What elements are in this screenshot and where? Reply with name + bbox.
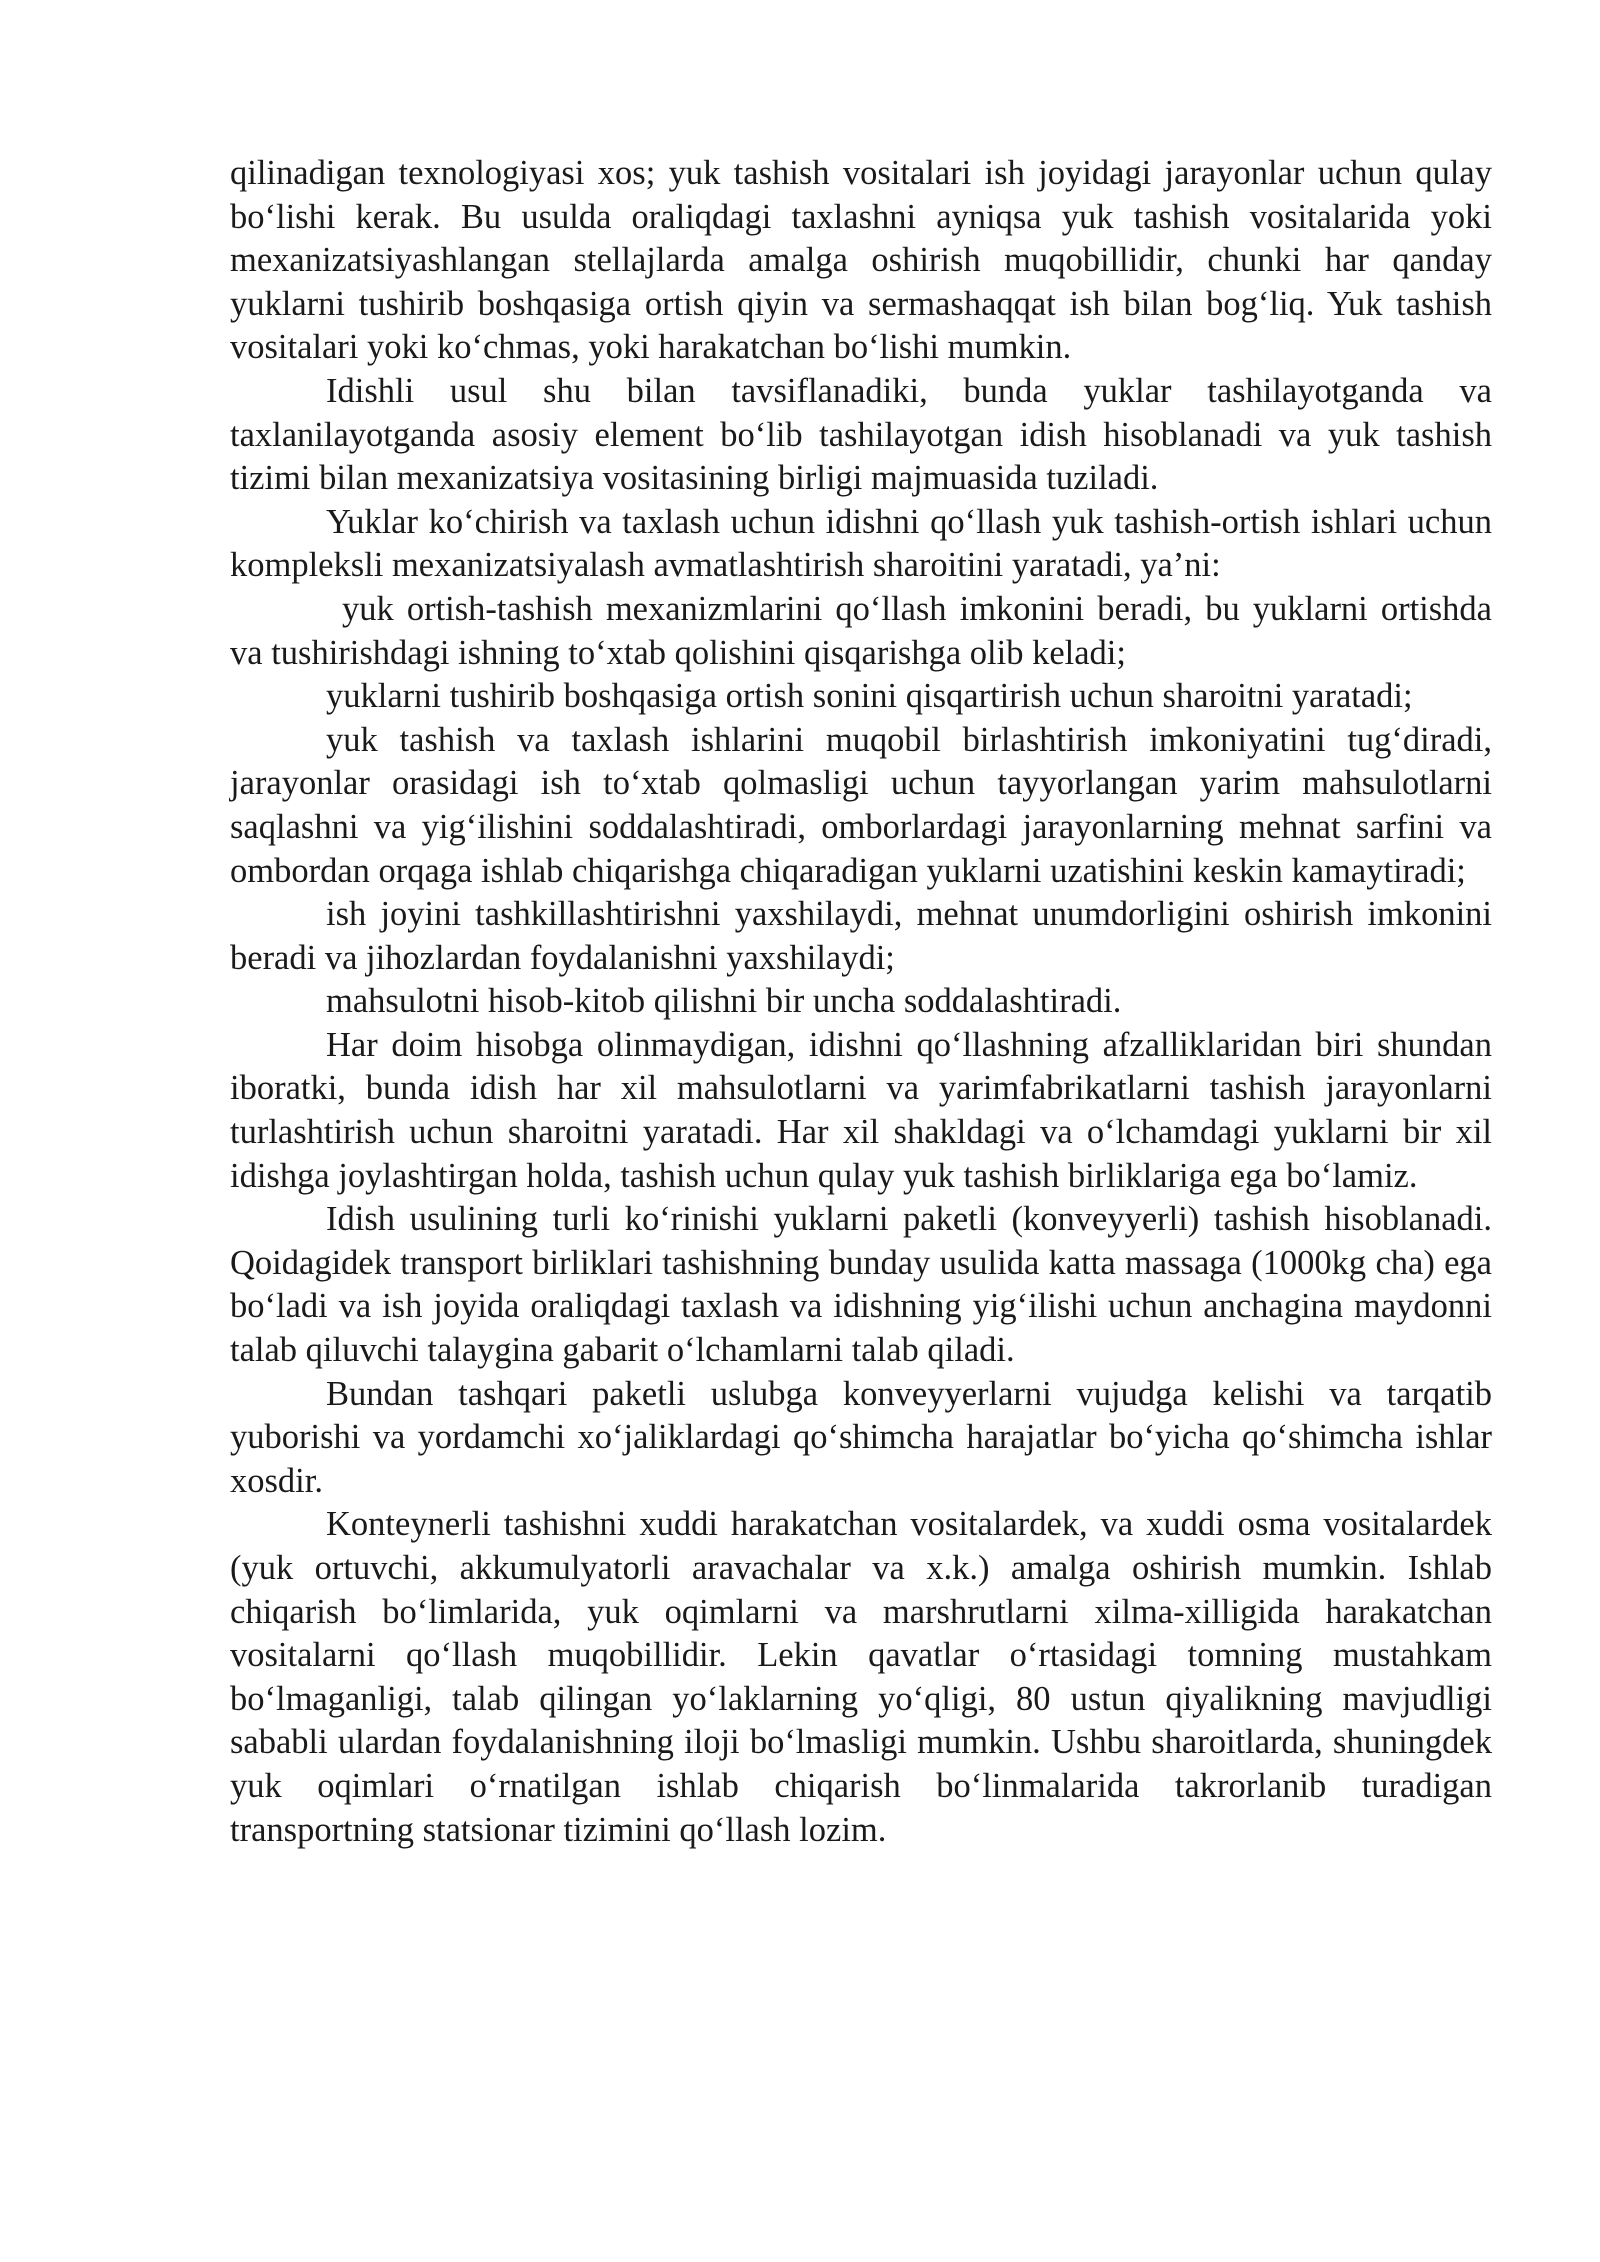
paragraph-4: Har doim hisobga olinmaydigan, idishni qo‘llashning afzalliklaridan biri shundan iboratki, bunda idish har xil mahsulotlarni va yarimfabrikatlarni tashish jarayonlarni turlashtirish uchun sharoitni yaratadi. Har xil shakldagi va o‘lchamdagi yuklarni bir xil idishga joylashtirgan holda, tashish uchun qulay yuk tashish birliklariga ega bo‘lamiz. [230, 1025, 1492, 1195]
paragraph-6: Bundan tashqari paketli uslubga konveyyerlarni vujudga kelishi va tarqatib yuborishi va yordamchi xo‘jaliklardagi qo‘shimcha harajatlar bo‘yicha qo‘shimcha ishlar xosdir. [230, 1374, 1492, 1500]
paragraph-3: Yuklar ko‘chirish va taxlash uchun idishni qo‘llash yuk tashish-ortish ishlari uchun kompleksli mexanizatsiyalash avmatlashtirish sharoitini yaratadi, ya’ni: [230, 502, 1492, 585]
list-item-5: mahsulotni hisob-kitob qilishni bir uncha soddalashtiradi. [326, 982, 1122, 1021]
list-item-3: yuk tashish va taxlash ishlarini muqobil birlashtirish imkoniyatini tug‘diradi, jarayonlar orasidagi ish to‘xtab qolmasligi uchun tayyorlangan yarim mahsulotlarni saqlashni va yig‘ilishini soddalashtiradi, omborlardagi jarayonlarning mehnat sarfini va ombordan orqaga ishlab chiqarishga chiqaradigan yuklarni uzatishini keskin kamaytiradi; [230, 720, 1492, 890]
paragraph-7: Konteynerli tashishni xuddi harakatchan vositalardek, va xuddi osma vositalardek (yuk ortuvchi, akkumulyatorli aravachalar va x.k.) amalga oshirish mumkin. Ishlab chiqarish bo‘limlarida, yuk oqimlarni va marshrutlarni xilma-xilligida harakatchan vositalarni qo‘llash muqobillidir. Lekin qavatlar o‘rtasidagi tomning mustahkam bo‘lmaganligi, talab qilingan yo‘laklarning yo‘qligi, 80 ustun qiyalikning mavjudligi sababli ulardan foydalanishning iloji bo‘lmasligi mumkin. Ushbu sharoitlarda, shuningdek yuk oqimlari o‘rnatilgan ishlab chiqarish bo‘linmalarida takrorlanib turadigan transportning statsionar tizimini qo‘llash lozim. [230, 1505, 1492, 1849]
document-page [230, 152, 1492, 1852]
list-item-2: yuklarni tushirib boshqasiga ortish sonini qisqartirish uchun sharoitni yaratadi; [326, 677, 1413, 716]
paragraph-5: Idish usulining turli ko‘rinishi yuklarni paketli (konveyyerli) tashish hisoblanadi. Qoidagidek transport birliklari tashishning bunday usulida katta massaga (1000kg cha) ega bo‘ladi va ish joyida oraliqdagi taxlash va idishning yig‘ilishi uchun anchagina maydonni talab qiluvchi talaygina gabarit o‘lchamlarni talab qiladi. [230, 1200, 1492, 1370]
list-item-1: yuk ortish-tashish mexanizmlarini qo‘llash imkonini beradi, bu yuklarni ortishda va tushirishdagi ishning to‘xtab qolishini qisqarishga olib keladi; [230, 589, 1492, 672]
paragraph-1: qilinadigan texnologiyasi xos; yuk tashish vositalari ish joyidagi jarayonlar uchun qulay bo‘lishi kerak. Bu usulda oraliqdagi taxlashni ayniqsa yuk tashish vositalarida yoki mexanizatsiyashlangan stellajlarda amalga oshirish muqobillidir, chunki har qanday yuklarni tushirib boshqasiga ortish qiyin va sermashaqqat ish bilan bog‘liq. Yuk tashish vositalari yoki ko‘chmas, yoki harakatchan bo‘lishi mumkin. [230, 154, 1492, 367]
paragraph-2: Idishli usul shu bilan tavsiflanadiki, bunda yuklar tashilayotganda va taxlanilayotganda asosiy element bo‘lib tashilayotgan idish hisoblanadi va yuk tashish tizimi bilan mexanizatsiya vositasining birligi majmuasida tuziladi. [230, 371, 1492, 498]
list-item-4: ish joyini tashkillashtirishni yaxshilaydi, mehnat unumdorligini oshirish imkonini beradi va jihozlardan foydalanishni yaxshilaydi; [230, 895, 1492, 977]
